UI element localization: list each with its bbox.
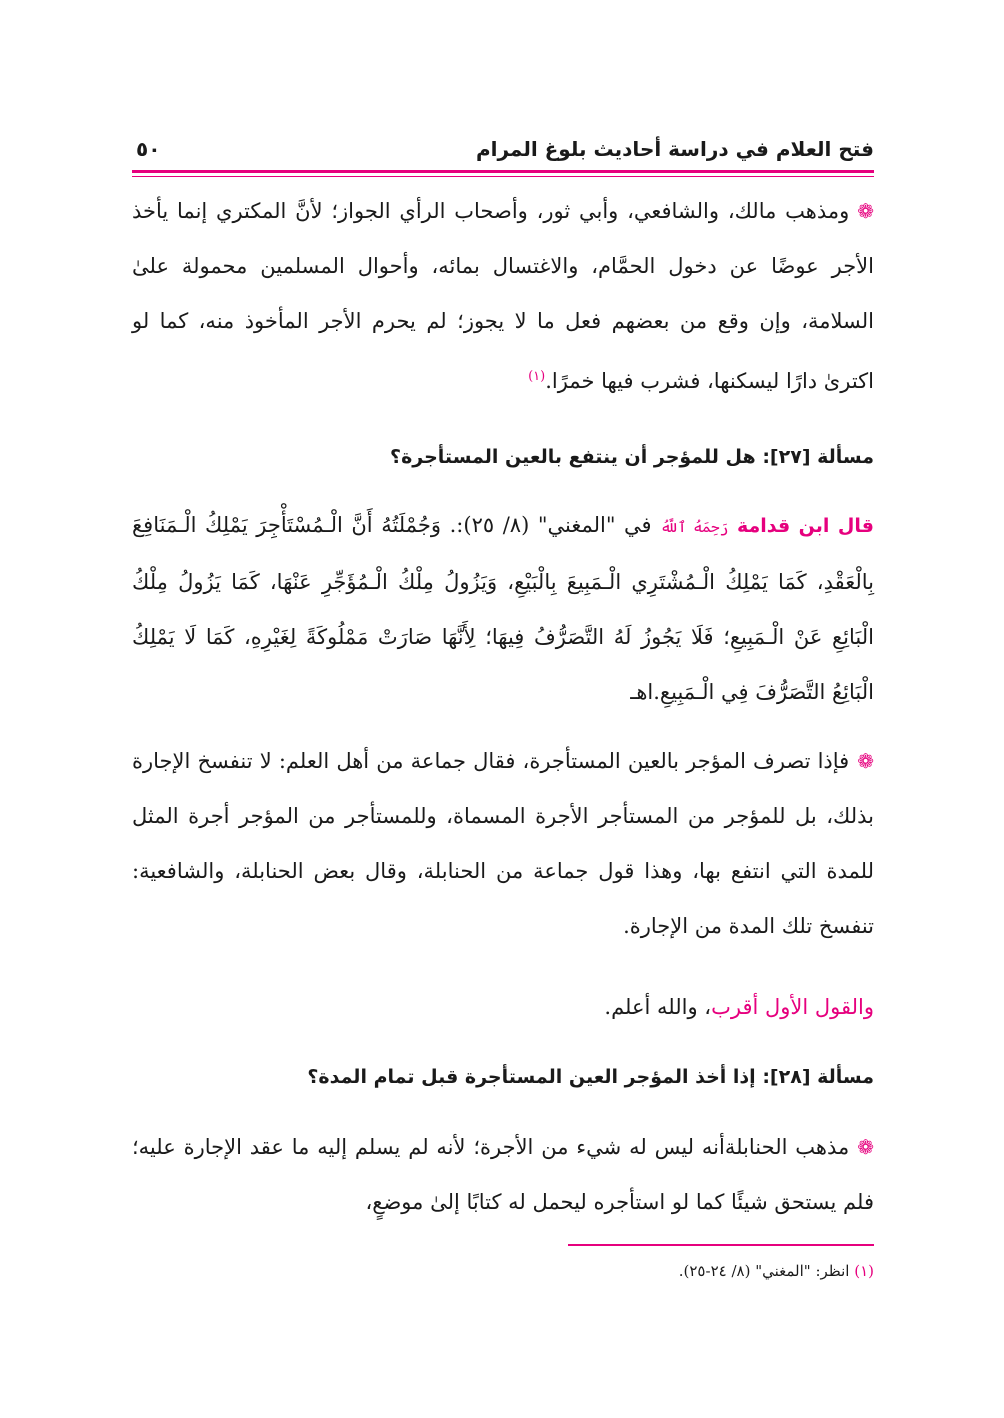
paragraph-3 (132, 1120, 874, 1230)
honorific-phrase: رَحِمَهُ ٱللَّهُ (660, 518, 729, 536)
issue-27-label: مسألة [٢٧]: (762, 446, 874, 468)
flower-marker-icon: ❁ (857, 1135, 874, 1159)
footnote-separator (568, 1244, 874, 1246)
paragraph-1 (132, 184, 874, 409)
header-rule-thin (132, 176, 874, 177)
quote-text: وَجُمْلَتُهُ أَنَّ الْـمُسْتَأْجِرَ يَمْلِكُ الْـمَنَافِعَ بِالْعَقْدِ، كَمَا يَمْلِكُ الْـمُشْتَرِي الْـمَبِيعَ بِالْبَيْعِ، وَيَزُولُ مِلْكُ الْـمُؤَجِّرِ عَنْهَا، كَمَا يَزُولُ مِلْكُ الْبَائِعِ عَنْ الْـمَبِيعِ؛ فَلَا يَجُوزُ لَهُ التَّصَرُّفُ فِيهَا؛ لِأَنَّهَا صَارَتْ مَمْلُوكَةً لِغَيْرِهِ، كَمَا لَا يَمْلِكُ الْبَائِعُ التَّصَرُّفَ فِي الْـمَبِيعِ.اهـ (132, 513, 874, 704)
footnote-reference[interactable]: (١) (528, 369, 546, 384)
conclusion-rest: ، والله أعلم. (604, 995, 712, 1019)
quote-source: في "المغني" (٨/ ٢٥):. (449, 513, 652, 537)
page-number: ٥٠ (136, 137, 161, 161)
issue-28-label: مسألة [٢٨]: (762, 1066, 874, 1088)
page-header (132, 128, 874, 170)
paragraph-1-text: ومذهب مالك، والشافعي، وأبي ثور، وأصحاب الرأي الجواز؛ لأنَّ المكتري إنما يأخذ الأجر عوضًا عن دخول الحمَّام، والاغتسال بمائه، وأحوال المسلمين محمولة علىٰ السلامة، وإن وقع من بعضهم فعل ما لا يجوز؛ لم يحرم الأجر المأخوذ منه، كما لو اكترىٰ دارًا ليسكنها، فشرب فيها خمرًا. (132, 199, 874, 393)
footnote (132, 1262, 874, 1280)
issue-27-heading (132, 446, 874, 468)
quote-speaker: قال ابن قدامة (736, 515, 874, 537)
paragraph-2 (132, 734, 874, 954)
conclusion-highlight: والقول الأول أقرب (711, 995, 874, 1019)
footnote-number: (١) (854, 1262, 874, 1280)
running-title: فتح العلام في دراسة أحاديث بلوغ المرام (475, 137, 874, 161)
flower-marker-icon: ❁ (857, 749, 874, 773)
issue-27-title: هل للمؤجر أن ينتفع بالعين المستأجرة؟ (390, 446, 756, 468)
paragraph-3-text: مذهب الحنابلةأنه ليس له شيء من الأجرة؛ لأنه لم يسلم إليه ما عقد الإجارة عليه؛ فلم يستحق شيئًا كما لو استأجره ليحمل له كتابًا إلىٰ موضعٍ، (132, 1135, 874, 1214)
footnote-text: انظر: "المغني" (٨/ ٢٤-٢٥). (678, 1262, 850, 1280)
header-rule-thick (132, 170, 874, 173)
quote-27 (132, 498, 874, 720)
flower-marker-icon: ❁ (857, 199, 874, 223)
paragraph-2-text: فإذا تصرف المؤجر بالعين المستأجرة، فقال جماعة من أهل العلم: لا تنفسخ الإجارة بذلك، بل للمؤجر من المستأجر الأجرة المسماة، وللمستأجر من المؤجر أجرة المثل للمدة التي انتفع بها، وهذا قول جماعة من الحنابلة، وقال بعض الحنابلة، والشافعية: تنفسخ تلك المدة من الإجارة. (132, 749, 874, 938)
issue-28-heading (132, 1066, 874, 1088)
issue-28-title: إذا أخذ المؤجر العين المستأجرة قبل تمام المدة؟ (307, 1066, 756, 1088)
conclusion-line (132, 980, 874, 1035)
